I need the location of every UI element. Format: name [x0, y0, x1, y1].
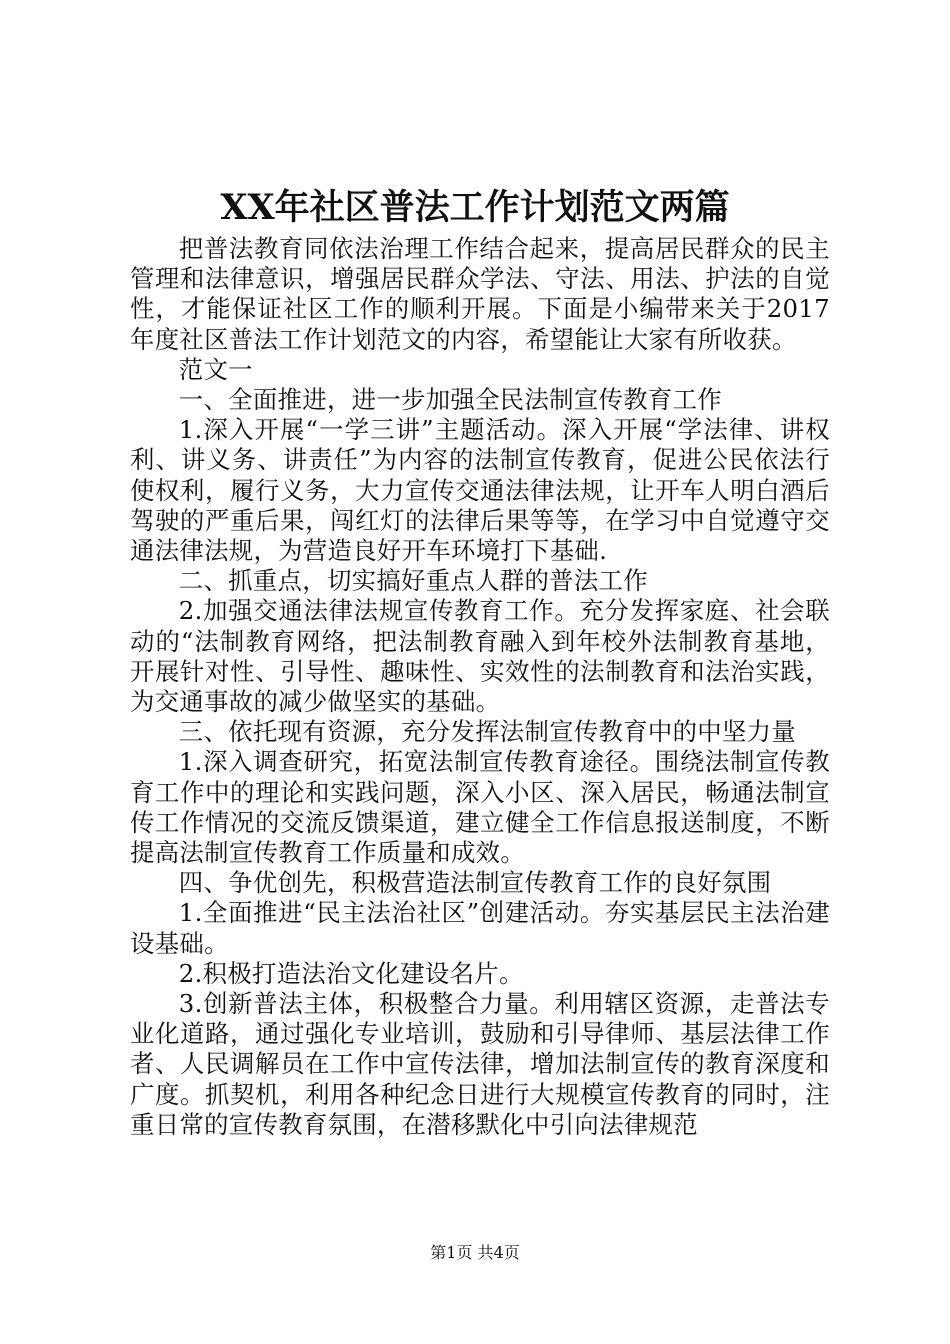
paragraph: 2.积极打造法治文化建设名片。 [178, 958, 524, 988]
paragraph: 3.创新普法主体，积极整合力量。利用辖区资源，走普法专业化道路，通过强化专业培训，鼓励和引导律师、基层法律工作者、人民调解员在工作中宣传法律，增加法制宣传的教育深度和广度。抓契机，利用各种纪念日进行大规模宣传教育的同时，注重日常的宣传教育氛围，在潜移默化中引向法律规范 [130, 989, 830, 1139]
paragraph: 2.加强交通法律法规宣传教育工作。充分发挥家庭、社会联动的“法制教育网络，把法制教育融入到年校外法制教育基地，开展针对性、引导性、趣味性、实效性的法制教育和法治实践，为交通事故的减少做坚实的基础。 [130, 596, 830, 717]
heading-2: 二、抓重点，切实搞好重点人群的普法工作 [178, 566, 648, 596]
paragraph: 1.深入调查研究，拓宽法制宣传教育途径。围绕法制宣传教育工作中的理论和实践问题，深入小区、深入居民，畅通法制宣传工作情况的交流反馈渠道，建立健全工作信息报送制度，不断提高法制宣传教育工作质量和成效。 [130, 747, 830, 868]
paragraph: 1.深入开展“一学三讲”主题活动。深入开展“学法律、讲权利、讲义务、讲责任”为内容的法制宣传教育，促进公民依法行使权利，履行义务，大力宣传交通法律法规，让开车人明白酒后驾驶的严重后果，闯红灯的法律后果等等，在学习中自觉遵守交通法律法规，为营造良好开车环境打下基础. [130, 415, 830, 566]
page-number-footer: 第1页 共4页 [430, 1243, 520, 1262]
section-label: 范文一 [178, 354, 253, 384]
heading-3: 三、依托现有资源，充分发挥法制宣传教育中的中坚力量 [178, 717, 797, 747]
heading-1: 一、全面推进，进一步加强全民法制宣传教育工作 [178, 385, 722, 415]
intro-paragraph: 把普法教育同依法治理工作结合起来，提高居民群众的民主管理和法律意识，增强居民群众学法、守法、用法、护法的自觉性，才能保证社区工作的顺利开展。下面是小编带来关于2017年度社区普法工作计划范文的内容，希望能让大家有所收获。 [130, 234, 830, 354]
paragraph: 1.全面推进“民主法治社区”创建活动。夯实基层民主法治建设基础。 [130, 898, 830, 958]
heading-4: 四、争优创先，积极营造法制宣传教育工作的良好氛围 [178, 868, 772, 898]
document-body [130, 234, 830, 1140]
document-title: XX年社区普法工作计划范文两篇 [220, 187, 730, 228]
